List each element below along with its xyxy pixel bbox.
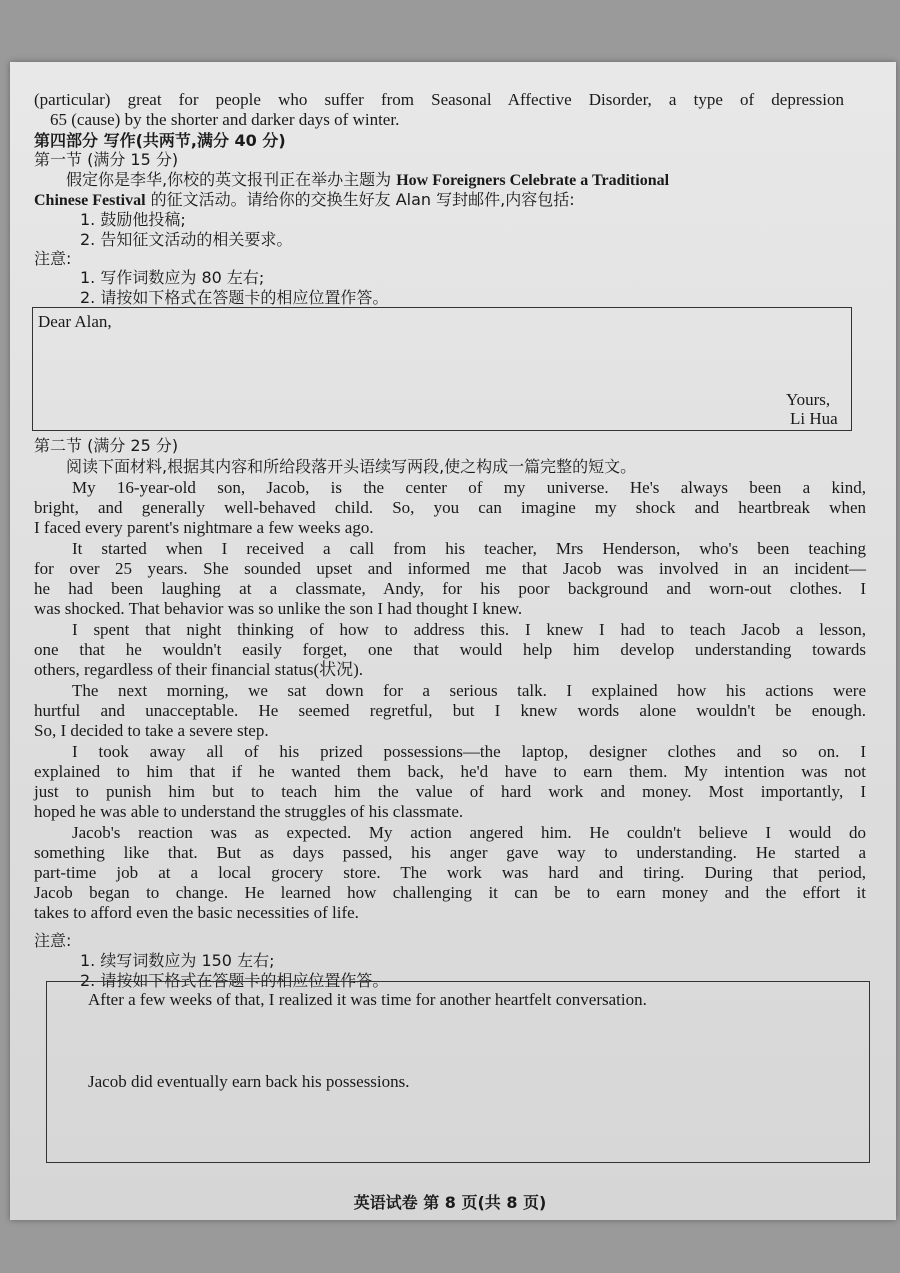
- continuation-opening-2: Jacob did eventually earn back his possessions.: [88, 1072, 410, 1091]
- story-line: The next morning, we sat down for a serious talk. I explained how his actions were: [72, 681, 866, 700]
- task-topic: Chinese Festival: [34, 192, 146, 209]
- story-line: explained to him that if he wanted them back, he'd have to earn them. My intention was not: [34, 762, 866, 781]
- story-line: So, I decided to take a severe step.: [34, 721, 269, 740]
- note-label: 注意:: [34, 931, 72, 950]
- story-line: takes to afford even the basic necessities of life.: [34, 903, 359, 922]
- story-line: was shocked. That behavior was so unlike the son I had thought I knew.: [34, 599, 523, 618]
- note-label: 注意:: [34, 249, 72, 268]
- section-instruction: 阅读下面材料,根据其内容和所给段落开头语续写两段,使之构成一篇完整的短文。: [66, 457, 637, 476]
- letter-closing: Yours,: [786, 390, 831, 409]
- story-line: hurtful and unacceptable. He seemed regretful, but I knew words alone wouldn't be enough.: [34, 701, 866, 720]
- continuation-opening-1: After a few weeks of that, I realized it was time for another heartfelt conversation.: [88, 990, 647, 1009]
- letter-signature: Li Hua: [790, 409, 838, 428]
- letter-answer-box: [32, 307, 852, 431]
- story-line: I took away all of his prized possessions—the laptop, designer clothes and so on. I: [72, 742, 866, 761]
- task-prompt: [66, 170, 669, 191]
- note-item: 2. 请按如下格式在答题卡的相应位置作答。: [80, 288, 389, 307]
- story-line: Jacob's reaction was as expected. My action angered him. He couldn't believe I would do: [72, 823, 866, 842]
- story-line: Jacob began to change. He learned how challenging it can be to earn money and the effort it: [34, 883, 866, 902]
- story-line: he had been laughing at a classmate, Andy, for his poor background and worn-out clothes. I: [34, 579, 866, 598]
- requirement-item: 1. 鼓励他投稿;: [80, 210, 186, 229]
- task-topic: How Foreigners Celebrate a Traditional: [396, 172, 670, 189]
- story-line: one that he wouldn't easily forget, one that would help him develop understanding towards: [34, 640, 866, 659]
- story-line: It started when I received a call from his teacher, Mrs Henderson, who's been teaching: [72, 539, 866, 558]
- story-line: bright, and generally well-behaved child. So, you can imagine my shock and heartbreak when: [34, 498, 866, 517]
- story-line: something like that. But as days passed, his anger gave way to understanding. He started a: [34, 843, 866, 862]
- story-line: My 16-year-old son, Jacob, is the center of my universe. He's always been a kind,: [72, 478, 866, 497]
- story-line: hoped he was able to understand the struggles of his classmate.: [34, 802, 464, 821]
- story-line: I faced every parent's nightmare a few weeks ago.: [34, 518, 374, 537]
- section-title: 第二节 (满分 25 分): [34, 436, 179, 455]
- requirement-item: 2. 告知征文活动的相关要求。: [80, 230, 293, 249]
- task-prompt: [34, 190, 575, 211]
- page-footer: 英语试卷 第 8 页(共 8 页): [353, 1193, 547, 1212]
- story-line: just to punish him but to teach him the value of hard work and money. Most importantly, I: [34, 782, 866, 801]
- note-item: 2. 请按如下格式在答题卡的相应位置作答。: [80, 971, 389, 990]
- note-item: 1. 续写词数应为 150 左右;: [80, 951, 275, 970]
- story-line: for over 25 years. She sounded upset and informed me that Jacob was involved in an incident—: [34, 559, 866, 578]
- part-title: 第四部分 写作(共两节,满分 40 分): [34, 131, 286, 150]
- section-title: 第一节 (满分 15 分): [34, 150, 179, 169]
- text-line: (particular) great for people who suffer from Seasonal Affective Disorder, a type of depression: [34, 90, 844, 109]
- story-line: others, regardless of their financial status(状况).: [34, 660, 364, 679]
- letter-salutation: Dear Alan,: [38, 312, 112, 331]
- task-prompt-text: 假定你是李华,你校的英文报刊正在举办主题为: [66, 170, 397, 189]
- story-line: I spent that night thinking of how to address this. I knew I had to teach Jacob a lesson,: [72, 620, 866, 639]
- note-item: 1. 写作词数应为 80 左右;: [80, 268, 265, 287]
- story-line: part-time job at a local grocery store. The work was hard and tiring. During that period,: [34, 863, 866, 882]
- text-line: 65 (cause) by the shorter and darker days of winter.: [50, 110, 400, 129]
- task-prompt-text: 的征文活动。请给你的交换生好友 Alan 写封邮件,内容包括:: [145, 190, 575, 209]
